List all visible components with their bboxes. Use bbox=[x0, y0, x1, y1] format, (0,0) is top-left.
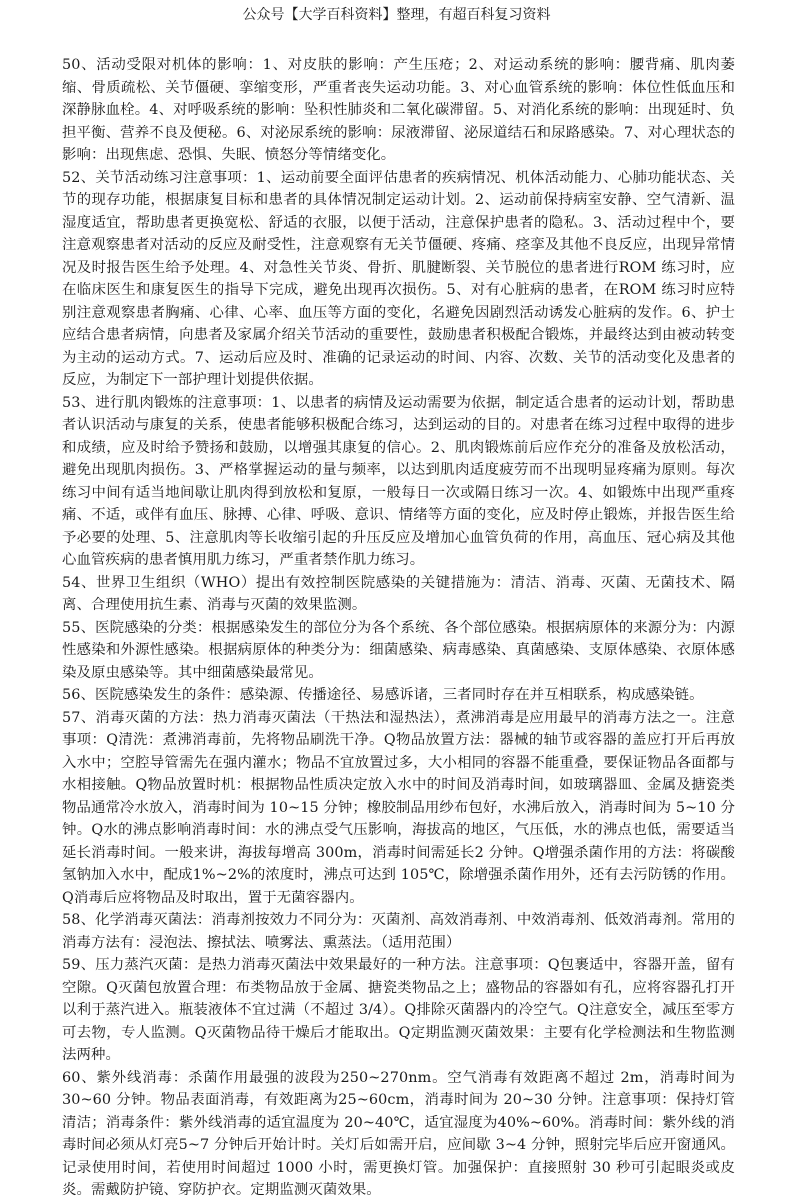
paragraph-58: 58、化学消毒灭菌法：消毒剂按效力不同分为：灭菌剂、高效消毒剂、中效消毒剂、低效消毒剂。常用的消毒方法有：浸泡法、擦拭法、喷雾法、熏蒸法。（适用范围） bbox=[62, 912, 735, 951]
paragraph-56: 56、医院感染发生的条件：感染源、传播途径、易感诉诸，三者同时存在并互相联系，构成感染链。 bbox=[62, 687, 704, 703]
paragraph-59: 59、压力蒸汽灭菌：是热力消毒灭菌法中效果最好的一种方法。注意事项：Q包裹适中，容器开盖，留有空隙。Q灭菌包放置合理：布类物品放于金属、搪瓷类物品之上；盛物品的容器如有孔，应将容器孔打开以利于蒸汽进入。瓶装液体不宜过满（不超过 3/4）。Q排除灭菌器内的冷空气。Q注意安全，减压至零方可去物，专人监测。Q灭菌物品待干燥后才能取出。Q定期监测灭菌效果：主要有化学检测法和生物监测法两种。 bbox=[62, 957, 735, 1063]
document-body bbox=[62, 54, 735, 1202]
paragraph-55: 55、医院感染的分类：根据感染发生的部位分为各个系统、各个部位感染。根据病原体的来源分为：内源性感染和外源性感染。根据病原体的种类分为：细菌感染、病毒感染、真菌感染、支原体感染、衣原体感染及原虫感染等。其中细菌感染最常见。 bbox=[62, 619, 735, 681]
paragraph-52: 52、关节活动练习注意事项：1、运动前要全面评估患者的疾病情况、机体活动能力、心肺功能状态、关节的现存功能，根据康复目标和患者的具体情况制定运动计划。2、运动前保持病室安静、空气清新、温湿度适宜，帮助患者更换宽松、舒适的衣服，以便于活动，注意保护患者的隐私。3、活动过程中个，要注意观察患者对活动的反应及耐受性，注意观察有无关节僵硬、疼痛、痉挛及其他不良反应，出现异常情况及时报告医生给予处理。4、对急性关节炎、骨折、肌腱断裂、关节脱位的患者进行ROM 练习时，应在临床医生和康复医生的指导下完成，避免出现再次损伤。5、对有心脏病的患者，在ROM 练习时应特别注意观察患者胸痛、心律、心率、血压等方面的变化，名避免因剧烈活动诱发心脏病的发作。6、护士应结合患者病情，向患者及家属介绍关节活动的重要性，鼓励患者积极配合锻炼，并最终达到由被动转变为主动的运动方式。7、运动后应及时、准确的记录运动的时间、内容、次数、关节的活动变化及患者的反应，为制定下一部护理计划提供依据。 bbox=[62, 169, 735, 388]
paragraph-50: 50、活动受限对机体的影响：1、对皮肤的影响：产生压疮；2、对运动系统的影响：腰背痛、肌肉萎缩、骨质疏松、关节僵硬、挛缩变形，严重者丧失运动功能。3、对心血管系统的影响：体位性低血压和深静脉血栓。4、对呼吸系统的影响：坠积性肺炎和二氧化碳滞留。5、对消化系统的影响：出现延时、负担平衡、营养不良及便秘。6、对泌尿系统的影响：尿液滞留、泌尿道结石和尿路感染。7、对心理状态的影响：出现焦虑、恐惧、失眠、愤怒分等情绪变化。 bbox=[62, 57, 735, 163]
page-header: 公众号【大学百科资料】整理，有超百科复习资料 bbox=[242, 7, 551, 23]
paragraph-53: 53、进行肌肉锻炼的注意事项：1、以患者的病情及运动需要为依据，制定适合患者的运动计划，帮助患者认识活动与康复的关系，使患者能够积极配合练习，达到运动的目的。对患者在练习过程中取得的进步和成绩，应及时给予赞扬和鼓励，以增强其康复的信心。2、肌肉锻炼前后应作充分的准备及放松活动，避免出现肌肉损伤。3、严格掌握运动的量与频率，以达到肌肉适度疲劳而不出现明显疼痛为原则。每次练习中间有适当地间歇让肌肉得到放松和复原，一般每日一次或隔日练习一次。4、如锻炼中出现严重疼痛、不适，或伴有血压、脉搏、心律、呼吸、意识、情绪等方面的变化，应及时停止锻炼，并报告医生给予必要的处理、5、注意肌肉等长收缩引起的升压反应及增加心血管负荷的作用，高血压、冠心病及其他心血管疾病的患者慎用肌力练习，严重者禁作肌力练习。 bbox=[62, 394, 735, 568]
paragraph-54: 54、世界卫生组织（WHO）提出有效控制医院感染的关键措施为：清洁、消毒、灭菌、无菌技术、隔离、合理使用抗生素、消毒与灭菌的效果监测。 bbox=[62, 574, 735, 613]
paragraph-60: 60、紫外线消毒：杀菌作用最强的波段为250~270nm。空气消毒有效距离不超过 2m，消毒时间为 30~60 分钟。物品表面消毒，有效距离为25~60cm，消毒时间为 20~30 分钟。注意事项：保持灯管清洁；消毒条件：紫外线消毒的适宜温度为 20~40℃，适宜湿度为40%~60%。消毒时间：紫外线的消毒时间必须从灯亮5~7 分钟后开始计时。关灯后如需开启，应间歇 3~4 分钟，照射完毕后应开窗通风。记录使用时间，若使用时间超过 1000 小时，需更换灯管。加强保护：直接照射 30 秒可引起眼炎或皮炎。需戴防护镜、穿防护衣。定期监测灭菌效果。 bbox=[62, 1069, 735, 1198]
paragraph-57: 57、消毒灭菌的方法：热力消毒灭菌法（干热法和湿热法），煮沸消毒是应用最早的消毒方法之一。注意事项：Q清洗：煮沸消毒前，先将物品刷洗干净。Q物品放置方法：器械的轴节或容器的盖应打开后再放入水中；空腔导管需先在强内灌水；物品不宜放置过多，大小相同的容器不能重叠，要保证物品各面都与水相接触。Q物品放置时机：根据物品性质决定放入水中的时间及消毒时间，如玻璃器皿、金属及搪瓷类物品通常冷水放入，消毒时间为 10~15 分钟；橡胶制品用纱布包好，水沸后放入，消毒时间为 5~10 分钟。Q水的沸点影响消毒时间：水的沸点受气压影响，海拔高的地区，气压低，水的沸点也低，需要适当延长消毒时间。一般来讲，海拔每增高 300m，消毒时间需延长2 分钟。Q增强杀菌作用的方法：将碳酸氢钠加入水中，配成1%~2%的浓度时，沸点可达到 105℃，除增强杀菌作用外，还有去污防锈的作用。Q消毒后应将物品及时取出，置于无菌容器内。 bbox=[62, 709, 735, 906]
